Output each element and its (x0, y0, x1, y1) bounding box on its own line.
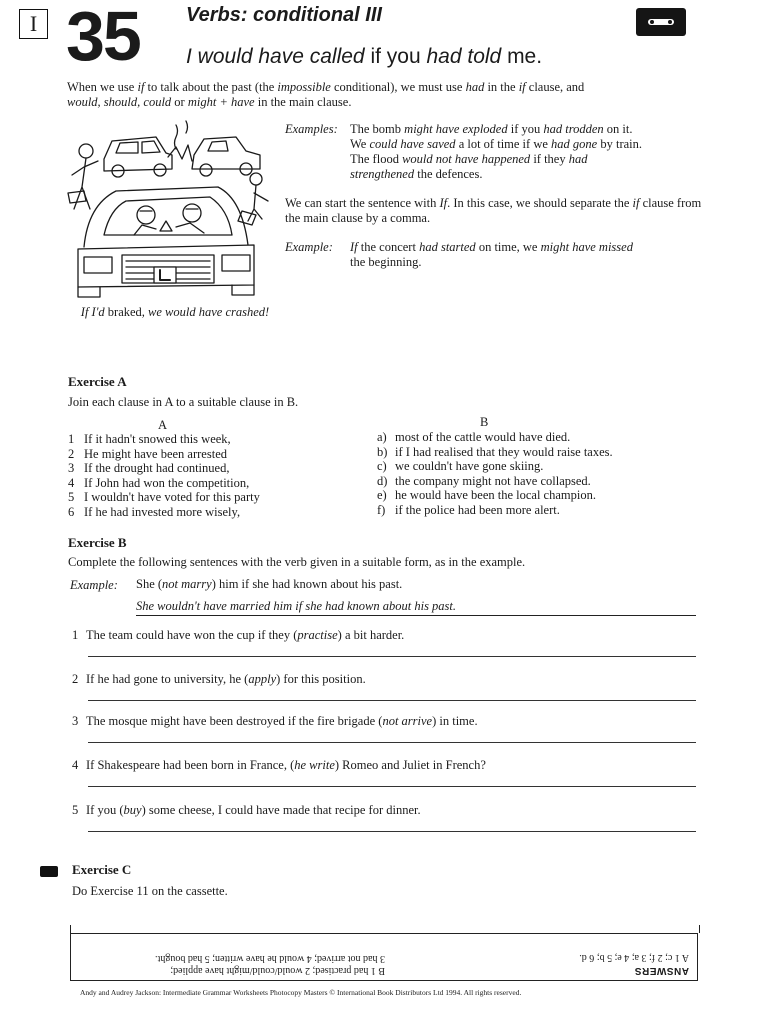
answer-line[interactable] (88, 742, 696, 743)
example-1: Examples: The bomb might have exploded if you had trodden on it. (285, 122, 633, 136)
item-text: if the police had been more alert. (395, 502, 560, 517)
exercise-b-instruction: Complete the following sentences with the verb given in a suitable form, as in the example. (68, 555, 526, 569)
item-number: c) (377, 459, 387, 474)
item-text: we couldn't have gone skiing. (395, 459, 544, 474)
exercise-b-title: Exercise B (68, 535, 127, 550)
item-number: 2 (68, 446, 75, 461)
item-text: If it hadn't snowed this week, (84, 432, 231, 446)
item-text: If John had won the competition, (84, 475, 250, 490)
answers-exercise-a: A 1 c; 2 f; 3 a; 4 e; 5 b; 6 d. (579, 952, 689, 963)
list-item (377, 445, 707, 460)
example-4: Example: If the concert had started on time, we might have missed the beginning. (285, 240, 633, 269)
list-item (68, 447, 368, 462)
cassette-icon (40, 866, 58, 877)
item-text: if I had realised that they would raise taxes. (395, 444, 613, 459)
example-label: Example: (70, 578, 118, 592)
exercise-b-question: 2 If he had gone to university, he (apply) for this position. (72, 672, 366, 686)
item-number: e) (377, 488, 387, 503)
list-item (377, 503, 707, 518)
exercise-b-question: 4 If Shakespeare had been born in France, (he write) Romeo and Juliet in French? (72, 758, 486, 772)
list-item (68, 476, 368, 491)
answer-line[interactable] (88, 656, 696, 657)
exercise-b-question: 5 If you (buy) some cheese, I could have made that recipe for dinner. (72, 803, 421, 817)
copyright-footer: Andy and Audrey Jackson: Intermediate Grammar Worksheets Photocopy Masters © International Book Distributors Ltd 1994. All rights reserved. (80, 988, 522, 997)
example-2: We could have saved a lot of time if we had gone by train. (350, 137, 643, 151)
list-item (68, 490, 368, 505)
example-3: The flood would not have happened if they had strengthened the defences. (350, 152, 588, 181)
comma-rule-paragraph: We can start the sentence with If. In this case, we should separate the if clause from the main clause by a comma. (285, 196, 702, 225)
answers-box (70, 933, 698, 981)
list-item (68, 505, 368, 520)
list-item (68, 432, 368, 447)
answer-line[interactable] (88, 786, 696, 787)
item-text: If the drought had continued, (84, 461, 230, 476)
intro-paragraph: When we use if to talk about the past (the impossible conditional), we must use had in the if clause, and would, should, could or might + have in the main clause. (67, 80, 585, 109)
exercise-c-text: Do Exercise 11 on the cassette. (72, 884, 228, 898)
item-number: b) (377, 444, 388, 459)
list-item (68, 461, 368, 476)
item-text: I wouldn't have voted for this party (84, 490, 260, 505)
exercise-a-title: Exercise A (68, 374, 127, 389)
example-answer: She wouldn't have married him if she had known about his past. (136, 599, 696, 616)
item-text: He might have been arrested (84, 446, 227, 461)
list-item (377, 459, 707, 474)
item-number: a) (377, 430, 387, 444)
exercise-a-instruction: Join each clause in A to a suitable clause in B. (68, 395, 299, 409)
list-item (377, 430, 707, 445)
item-number: 1 (68, 432, 75, 446)
item-number: 3 (68, 461, 75, 476)
unit-number: 35 (66, 0, 140, 75)
item-number: f) (377, 502, 386, 517)
item-number: 4 (68, 475, 75, 490)
list-item (377, 474, 707, 489)
item-text: he would have been the local champion. (395, 488, 596, 503)
item-number: 5 (68, 490, 75, 505)
examples-block (285, 122, 705, 270)
answers-title: ANSWERS (634, 965, 689, 976)
unit-title: Verbs: conditional III (186, 4, 382, 26)
item-text: the company might not have collapsed. (395, 473, 591, 488)
exercise-c-title: Exercise C (72, 862, 132, 877)
car-crash-cartoon (64, 117, 278, 302)
exercise-b-question: 1 The team could have won the cup if they (practise) a bit harder. (72, 628, 405, 642)
answer-line[interactable] (88, 700, 696, 701)
answer-line[interactable] (88, 831, 696, 832)
answers-exercise-b: B 1 had practised; 2 would/could/might have applied; 3 had not arrived; 4 would he have written; 5 had bought. (155, 953, 385, 976)
cartoon-caption: If I'd braked, we would have crashed! (80, 305, 270, 319)
example-sentence: She (not marry) him if she had known about his past. (136, 577, 403, 591)
column-b-heading: B (480, 415, 489, 429)
cassette-icon (636, 8, 686, 36)
item-number: d) (377, 473, 388, 488)
clause-list-b (377, 430, 707, 518)
clause-list-a (68, 432, 368, 520)
item-text: If he had invested more wisely, (84, 504, 241, 519)
list-item (377, 488, 707, 503)
exercise-b-question: 3 The mosque might have been destroyed if the fire brigade (not arrive) in time. (72, 714, 478, 728)
unit-subtitle: I would have called if you had told me. (186, 45, 543, 68)
column-a-heading: A (158, 418, 168, 432)
section-badge: I (19, 9, 48, 39)
item-text: most of the cattle would have died. (395, 430, 571, 444)
item-number: 6 (68, 504, 75, 519)
